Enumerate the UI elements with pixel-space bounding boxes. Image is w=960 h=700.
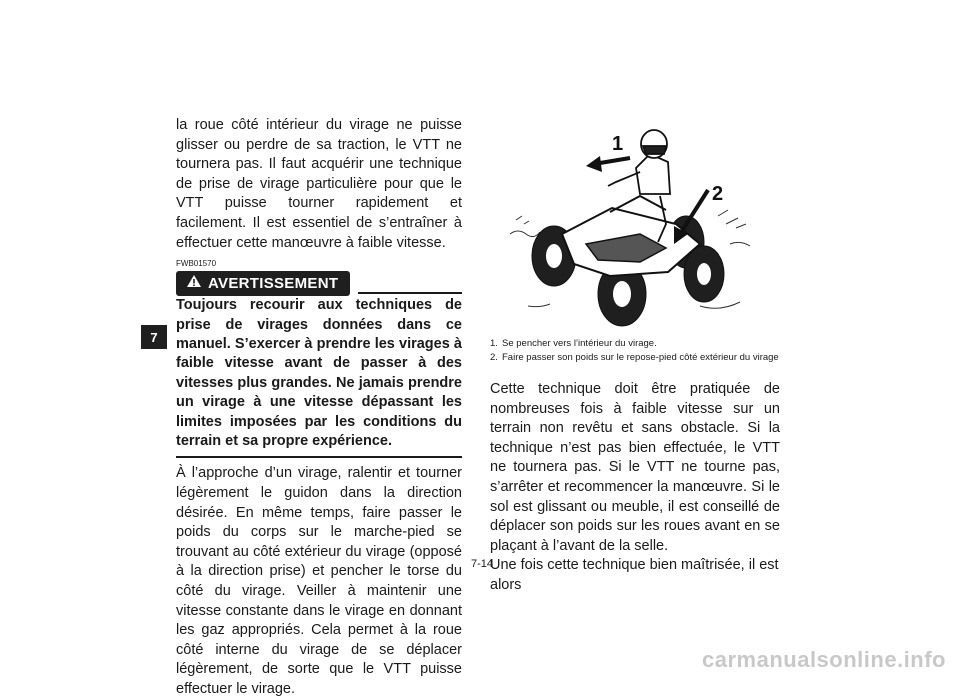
chapter-tab: 7: [141, 325, 167, 349]
right-column: [490, 116, 780, 596]
warning-header: [176, 271, 462, 296]
figure-captions: [490, 338, 780, 364]
intro-paragraph: la roue côté intérieur du virage ne puisse glisser ou perdre de sa traction, le VTT ne tournera pas. Il faut acquérir une technique de prise de virage particulière pour que le VTT puisse tourner rapidement et facilement. Il est essentiel de s’entraîner à effectuer cette manœuvre à faible vitesse.: [176, 117, 462, 251]
page-number: 7-14: [470, 558, 494, 570]
callout-1: 1: [612, 133, 624, 155]
approach-paragraph: À l’approche d’un virage, ralentir et tourner légèrement le guidon dans la direction désirée. En même temps, faire passer le poids du corps sur le marche-pied se trouvant au côté extérieur du virage (opposé à la direction prise) et pencher le torse du côté du virage. Veiller à maintenir une vitesse constante dans le virage en donnant les gaz appropriés. Cela permet à la roue côté interne du virage de se déplacer légèrement, de sorte que le VTT puisse effectuer le virage.: [176, 465, 462, 697]
warning-triangle-icon: [186, 274, 202, 294]
caption-number: 1.: [490, 338, 498, 349]
warning-code: FWB01570: [176, 259, 217, 269]
warning-label: AVERTISSEMENT: [208, 274, 339, 292]
caption-number: 2.: [490, 351, 498, 363]
watermark: carmanualsonline.info: [702, 647, 946, 672]
callout-2: 2: [712, 183, 724, 205]
left-column: [176, 116, 462, 700]
warning-rule: [358, 292, 462, 294]
atv-turning-illustration: [490, 116, 780, 336]
caption-item: [490, 338, 780, 351]
practice-paragraph: Cette technique doit être pratiquée de nombreuses fois à faible vitesse sur un terrain non revêtu et sans obstacle. Si la technique n’est pas bien effectuée, le VTT ne tournera pas. Si le VTT ne tourne pas, s’arrêter et recommencer la manœuvre. Si le sol est glissant ou meuble, il est conseillé de déplacer son poids sur les roues avant en se plaçant à l’avant de la selle.: [490, 381, 780, 554]
caption-item: [490, 352, 780, 365]
warning-text: Toujours recourir aux techniques de prise de virages données dans ce manuel. S’exercer à prendre les virages à faible vitesse avant de passer à des vitesses plus grandes. Ne jamais prendre un virage à une vitesse dépassant les limites imposées par les conditions du terrain et sa propre expérience.: [176, 297, 462, 449]
continuation-paragraph: Une fois cette technique bien maîtrisée, il est alors: [490, 557, 779, 593]
caption-text: Se pencher vers l’intérieur du virage.: [502, 338, 657, 349]
caption-text: Faire passer son poids sur le repose-pied côté extérieur du virage: [502, 351, 779, 363]
warning-divider: [176, 456, 462, 458]
warning-badge: [176, 271, 350, 296]
